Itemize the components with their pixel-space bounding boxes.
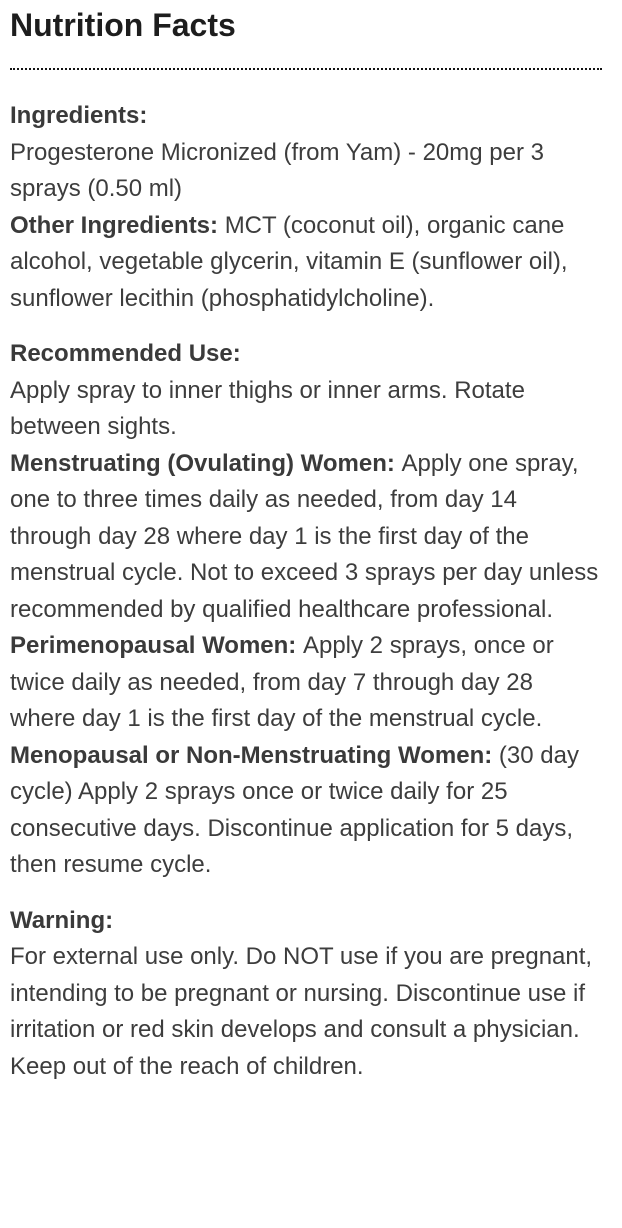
recommended-use-heading-line bbox=[10, 336, 602, 373]
perimenopausal-text: Apply 2 sprays, once or twice daily as needed, from day 7 through day 28 where day 1 is the first day of the menstrual cycle. bbox=[10, 632, 554, 733]
other-ingredients-text: MCT (coconut oil), organic cane alcohol, vegetable glycerin, vitamin E (sunflower oil), sunflower lecithin (phosphatidylcholine). bbox=[10, 211, 568, 312]
ingredients-section bbox=[10, 98, 602, 317]
perimenopausal-line bbox=[10, 628, 602, 738]
menstruating-line bbox=[10, 446, 602, 629]
page-title: Nutrition Facts bbox=[10, 7, 236, 43]
warning-heading: Warning: bbox=[10, 906, 114, 934]
menstruating-label: Menstruating (Ovulating) Women: bbox=[10, 449, 402, 477]
ingredients-main-text: Progesterone Micronized (from Yam) - 20mg per 3 sprays (0.50 ml) bbox=[10, 138, 544, 203]
recommended-use-section bbox=[10, 336, 602, 884]
dotted-divider bbox=[10, 68, 602, 70]
menopausal-label: Menopausal or Non-Menstruating Women: bbox=[10, 741, 499, 769]
warning-section bbox=[10, 903, 602, 1086]
recommended-use-heading: Recommended Use: bbox=[10, 340, 241, 368]
other-ingredients-label: Other Ingredients: bbox=[10, 211, 225, 239]
warning-text: For external use only. Do NOT use if you are pregnant, intending to be pregnant or nursing. Discontinue use if irritation or red skin develops and consult a physician. Keep out of the reach of children. bbox=[10, 943, 593, 1080]
menstruating-text: Apply one spray, one to three times daily as needed, from day 14 through day 28 where day 1 is the first day of the menstrual cycle. Not to exceed 3 sprays per day unless recommended by qualified healthcare professional. bbox=[10, 449, 599, 623]
ingredients-heading-line bbox=[10, 98, 602, 135]
warning-heading-line bbox=[10, 903, 602, 940]
menopausal-line bbox=[10, 738, 602, 884]
recommended-use-general-text: Apply spray to inner thighs or inner arms. Rotate between sights. bbox=[10, 376, 525, 441]
other-ingredients-line bbox=[10, 208, 602, 318]
perimenopausal-label: Perimenopausal Women: bbox=[10, 632, 303, 660]
ingredients-heading: Ingredients: bbox=[10, 102, 148, 130]
menopausal-text: (30 day cycle) Apply 2 sprays once or twice daily for 25 consecutive days. Discontinue application for 5 days, then resume cycle. bbox=[10, 741, 579, 879]
